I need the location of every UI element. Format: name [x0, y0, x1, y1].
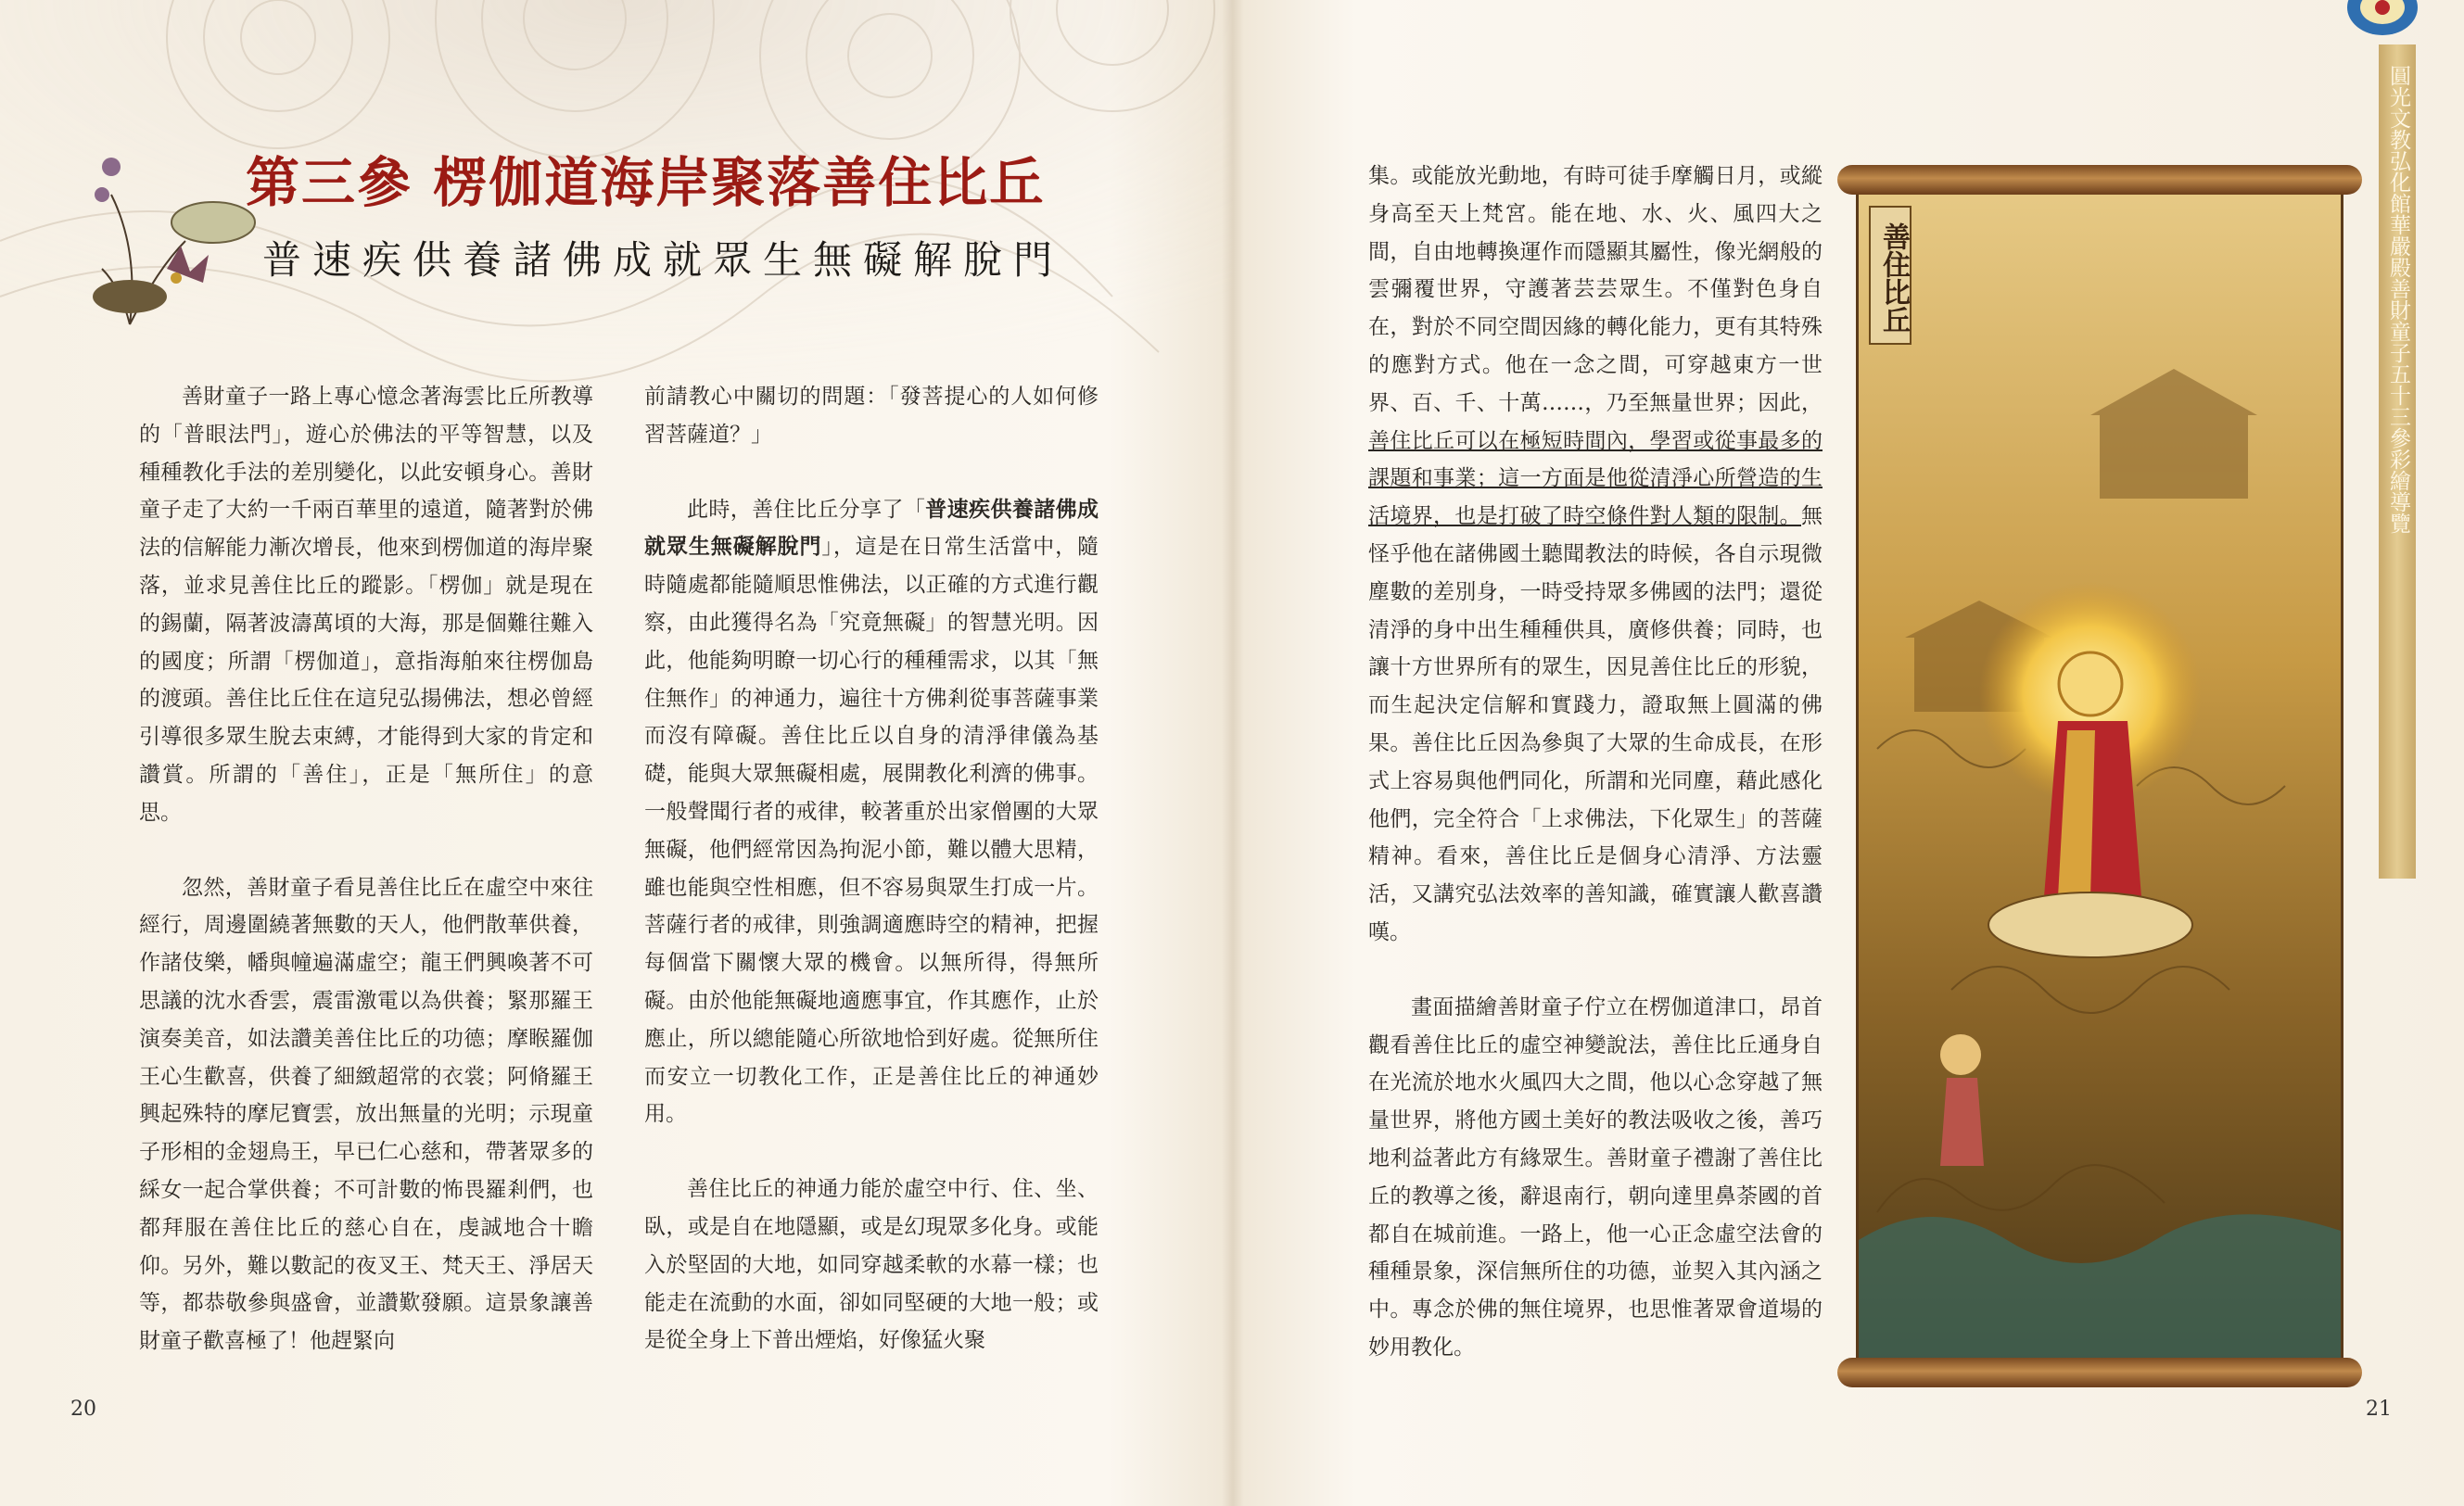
paragraph: 善財童子一路上專心憶念著海雲比丘所教導的「普眼法門」，遊心於佛法的平等智慧，以及種種教化手法的差別變化，以此安頓身心。善財童子走了大約一千兩百華里的遠道，隨著對於佛法的信解能力漸次增長，他來到楞伽道的海岸聚落，並求見善住比丘的蹤影。「楞伽」就是現在的錫蘭，隔著波濤萬頃的大海，那是個難往難入的國度；所謂「楞伽道」，意指海舶來往楞伽島的渡頭。善住比丘住在這兒弘揚佛法，想必曾經引導很多眾生脫去束縛，才能得到大家的肯定和讚賞。所謂的「善住」，正是「無所住」的意思。: [139, 385, 593, 825]
text-span: 」，這是在日常生活當中，隨時隨處都能隨順思惟佛法，以正確的方式進行觀察，由此獲得名為「究竟無礙」的智慧光明。因此，他能夠明瞭一切心行的種種需求，以其「無住無作」的神通力，遍往十方佛剎從事菩薩事業而沒有障礙。善住比丘以自身的清淨律儀為基礎，能與大眾無礙相處，展開教化利濟的佛事。一般聲聞行者的戒律，較著重於出家僧團的大眾無礙，他們經常因為拘泥小節，難以體大思精，雖也能與空性相應，但不容易與眾生打成一片。菩薩行者的戒律，則強調適應時空的精神，把握每個當下關懷大眾的機會。以無所得，得無所礙。由於他能無礙地適應事宜，作其應作，止於應止，所以總能隨心所欲地恰到好處。從無所住而安立一切教化工作，正是善住比丘的神通妙用。: [644, 535, 1099, 1127]
scroll-rod-bottom: [1837, 1358, 2362, 1387]
scroll-painting: [1856, 190, 2343, 1362]
lotus-illustration: [74, 111, 260, 334]
text-span: 此時，善住比丘分享了「: [687, 497, 926, 522]
sidebar-title: 圓光文教弘化館華嚴殿善財童子五十三參彩繪導覽: [2386, 65, 2410, 534]
painting-image: [1859, 193, 2341, 1360]
underlined-text: 善住比丘可以在極短時間內，學習或從事最多的課題和事業；這一方面是他從清淨心所營造的生活境界，也是打破了時空條件對人類的限制。: [1368, 428, 1823, 529]
medallion-ornament-icon: [2343, 0, 2421, 39]
paragraph: 善住比丘的神通力能於虛空中行、住、坐、臥，或是自在地隱顯，或是幻現眾多化身。或能入於堅固的大地，如同穿越柔軟的水幕一樣；也能走在流動的水面，卻如同堅硬的大地一般；或是從全身上下普出煙焰，好像猛火聚: [644, 1177, 1099, 1353]
bold-dharma-gate-name: 普速疾供養諸佛成就眾生無礙解脫門: [644, 496, 1099, 560]
text-span: 集。或能放光動地，有時可徒手摩觸日月，或縱身高至天上梵宮。能在地、水、火、風四大之間，自由地轉換運作而隱顯其屬性，像光網般的雲彌覆世界，守護著芸芸眾生。不僅對色身自在，對於不同空間因緣的轉化能力，更有其特殊的應對方式。他在一念之間，可穿越東方一世界、百、千、十萬……，乃至無量世界；因此，: [1368, 164, 1823, 415]
paragraph: 忽然，善財童子看見善住比丘在虛空中來往經行，周邊圍繞著無數的天人，他們散華供養，作諸伎樂，幡與幢遍滿虛空；龍王們興喚著不可思議的沈水香雲，震雷激電以為供養；緊那羅王演奏美音，如法讚美善住比丘的功德；摩睺羅伽王心生歡喜，供養了細緻超常的衣裳；阿脩羅王興起殊特的摩尼寶雲，放出無量的光明；示現童子形相的金翅鳥王，早已仁心慈和，帶著眾多的綵女一起合掌供養；不可計數的怖畏羅剎們，也都拜服在善住比丘的慈心自在，虔誠地合十瞻仰。另外，難以數記的夜叉王、梵天王、淨居天等，都恭敬參與盛會，並讚歎發願。這景象讓善財童子歡喜極了！他趕緊向: [139, 875, 593, 1354]
left-column-1: [139, 378, 593, 1398]
page-title: 第三參 楞伽道海岸聚落善住比丘: [246, 151, 1046, 214]
right-column: [1368, 158, 1823, 1404]
scroll-label: 善住比丘: [1869, 206, 1912, 345]
paragraph: 畫面描繪善財童子佇立在楞伽道津口，昂首觀看善住比丘的虛空神變說法，善住比丘通身自在光流於地水火風四大之間，他以心念穿越了無量世界，將他方國土美好的教法吸收之後，善巧地利益著此方有緣眾生。善財童子禮謝了善住比丘的教導之後，辭退南行，朝向達里鼻荼國的首都自在城前進。一路上，他一心正念虛空法會的種種景象，深信無所住的功德，並契入其內涵之中。專念於佛的無住境界，也思惟著眾會道場的妙用教化。: [1368, 994, 1823, 1360]
page-subtitle: 普速疾供養諸佛成就眾生無礙解脫門: [262, 237, 1064, 283]
paragraph: [644, 491, 1099, 1134]
paragraph: 前請教心中關切的問題：「發菩提心的人如何修習菩薩道？」: [644, 385, 1099, 447]
page-number-right: 21: [2366, 1398, 2392, 1421]
scroll-rod-top: [1837, 165, 2362, 195]
paragraph: [1368, 158, 1823, 952]
text-span: 無怪乎他在諸佛國土聽聞教法的時候，各自示現微塵數的差別身，一時受持眾多佛國的法門；還從清淨的身中出生種種供具，廣修供養；同時，也讓十方世界所有的眾生，因見善住比丘的形貌，而生起決定信解和實踐力，證取無上圓滿的佛果。善住比丘因為參與了大眾的生命成長，在形式上容易與他們同化，所謂和光同塵，藉此感化他們，完全符合「上求佛法，下化眾生」的菩薩精神。看來，善住比丘是個身心清淨、方法靈活，又講究弘法效率的善知識，確實讓人歡喜讚嘆。: [1368, 504, 1823, 944]
page-gutter: [1222, 0, 1244, 1506]
left-column-2: [644, 378, 1099, 1397]
page-number-left: 20: [70, 1398, 96, 1421]
